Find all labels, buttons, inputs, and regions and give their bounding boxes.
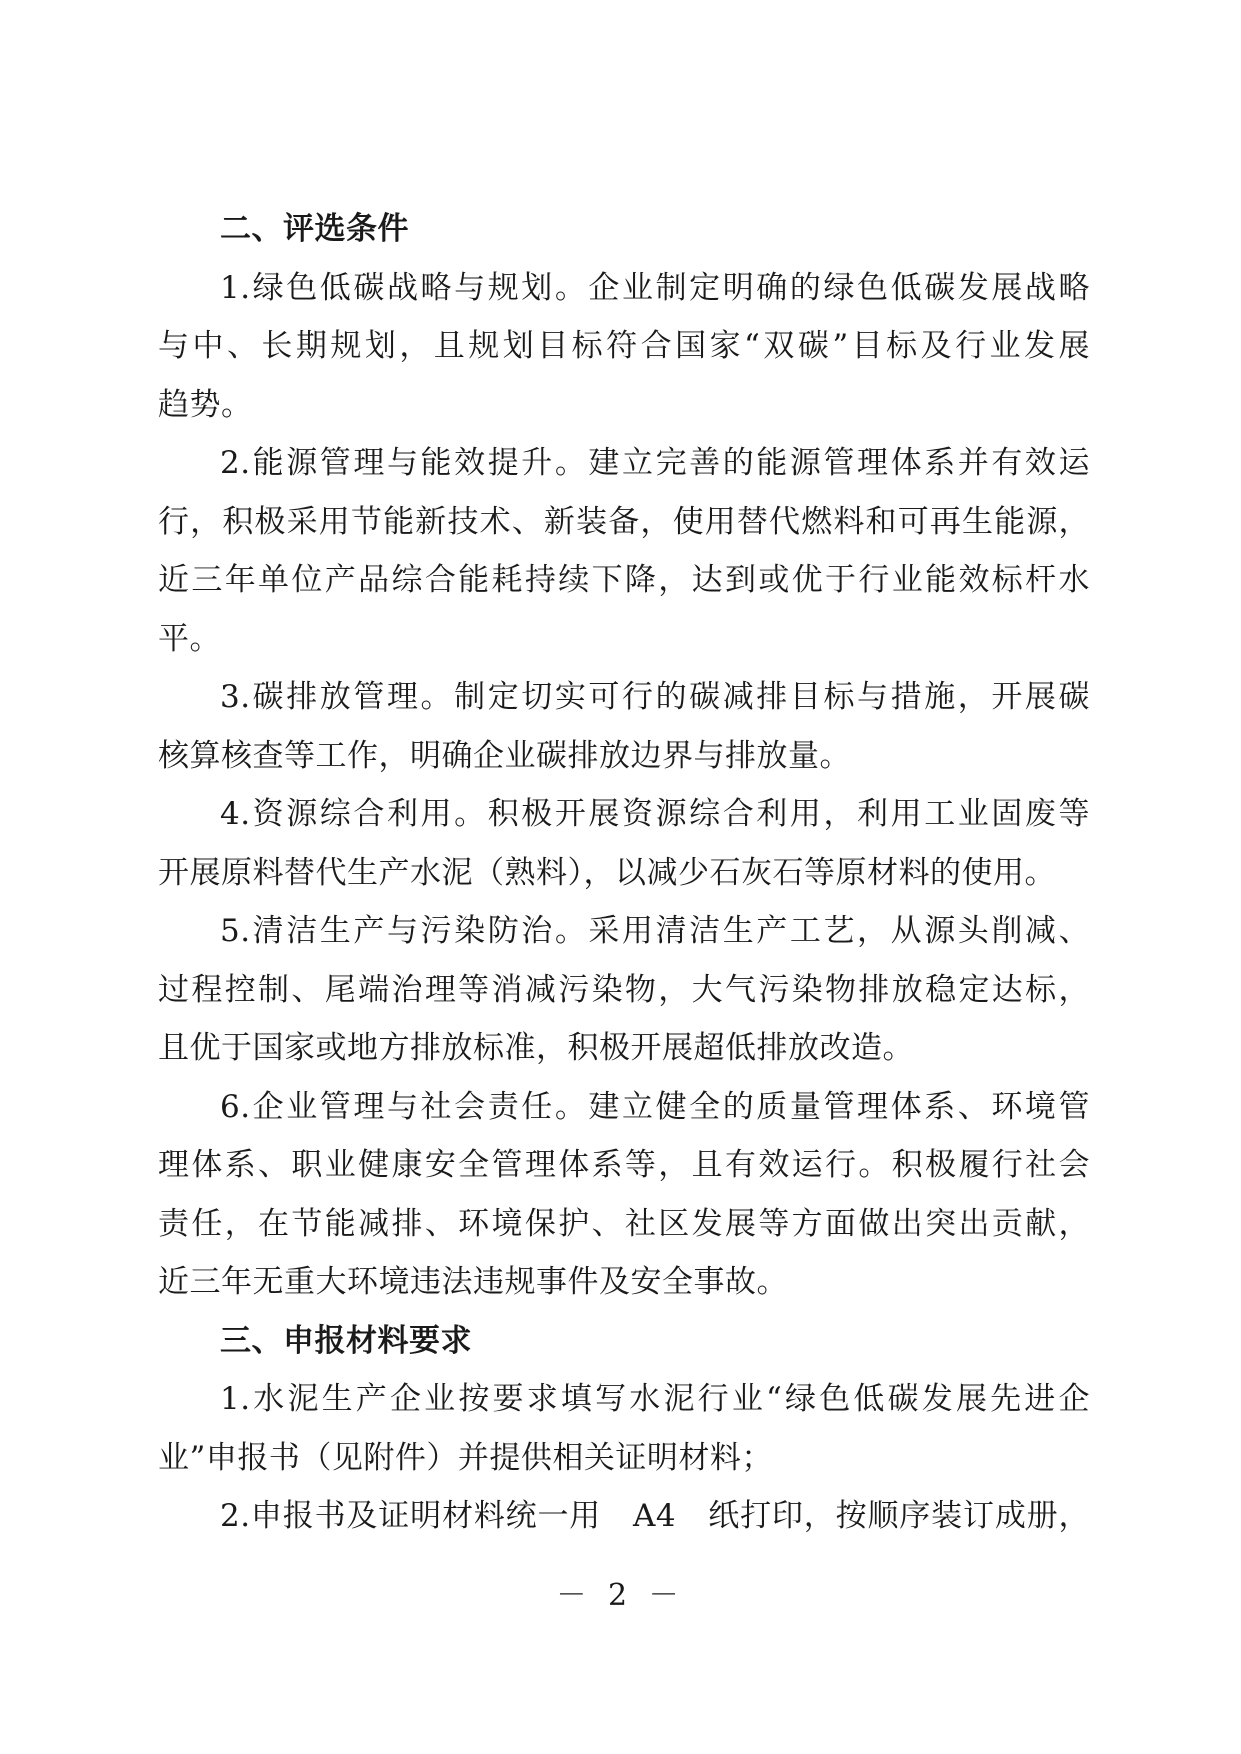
paragraph-line: 1.绿色低碳战略与规划。企业制定明确的绿色低碳发展战略 bbox=[220, 269, 1090, 306]
paragraph-line: 2.能源管理与能效提升。建立完善的能源管理体系并有效运 bbox=[220, 445, 1090, 481]
paragraph-line: 平。 bbox=[158, 620, 221, 657]
paragraph-line: 趋势。 bbox=[158, 386, 253, 423]
paragraph-line: 且优于国家或地方排放标准，积极开展超低排放改造。 bbox=[158, 1030, 914, 1066]
document-body bbox=[158, 200, 1090, 1546]
paragraph-line: 1.水泥生产企业按要求填写水泥行业“绿色低碳发展先进企 bbox=[220, 1381, 1090, 1417]
page-number: － 2 － bbox=[556, 1578, 685, 1613]
paragraph-line: 开展原料替代生产水泥（熟料），以减少石灰石等原材料的使用。 bbox=[158, 854, 1056, 891]
paragraph-line: 核算核查等工作，明确企业碳排放边界与排放量。 bbox=[158, 737, 851, 774]
paragraph-line: 2.申报书及证明材料统一用 A4 纸打印，按顺序装订成册， bbox=[220, 1498, 1090, 1534]
paragraph-line: 5.清洁生产与污染防治。采用清洁生产工艺，从源头削减、 bbox=[220, 913, 1090, 949]
section-heading-selection-criteria: 二、评选条件 bbox=[220, 211, 409, 247]
paragraph-line: 6.企业管理与社会责任。建立健全的质量管理体系、环境管 bbox=[220, 1088, 1090, 1125]
section-heading-application-materials: 三、申报材料要求 bbox=[220, 1322, 472, 1359]
paragraph-line: 责任，在节能减排、环境保护、社区发展等方面做出突出贡献， bbox=[158, 1205, 1090, 1242]
paragraph-line: 与中、长期规划，且规划目标符合国家“双碳”目标及行业发展 bbox=[158, 328, 1090, 364]
paragraph-line: 3.碳排放管理。制定切实可行的碳减排目标与措施，开展碳 bbox=[220, 679, 1090, 715]
paragraph-line: 理体系、职业健康安全管理体系等，且有效运行。积极履行社会 bbox=[158, 1147, 1090, 1183]
paragraph-line: 近三年无重大环境违法违规事件及安全事故。 bbox=[158, 1264, 788, 1300]
paragraph-line: 过程控制、尾端治理等消减污染物，大气污染物排放稳定达标， bbox=[158, 971, 1090, 1008]
paragraph-line: 行，积极采用节能新技术、新装备，使用替代燃料和可再生能源， bbox=[158, 503, 1090, 540]
paragraph-line: 4.资源综合利用。积极开展资源综合利用，利用工业固废等 bbox=[220, 796, 1090, 832]
paragraph-line: 业”申报书（见附件）并提供相关证明材料； bbox=[158, 1439, 773, 1476]
paragraph-line: 近三年单位产品综合能耗持续下降，达到或优于行业能效标杆水 bbox=[158, 562, 1090, 598]
